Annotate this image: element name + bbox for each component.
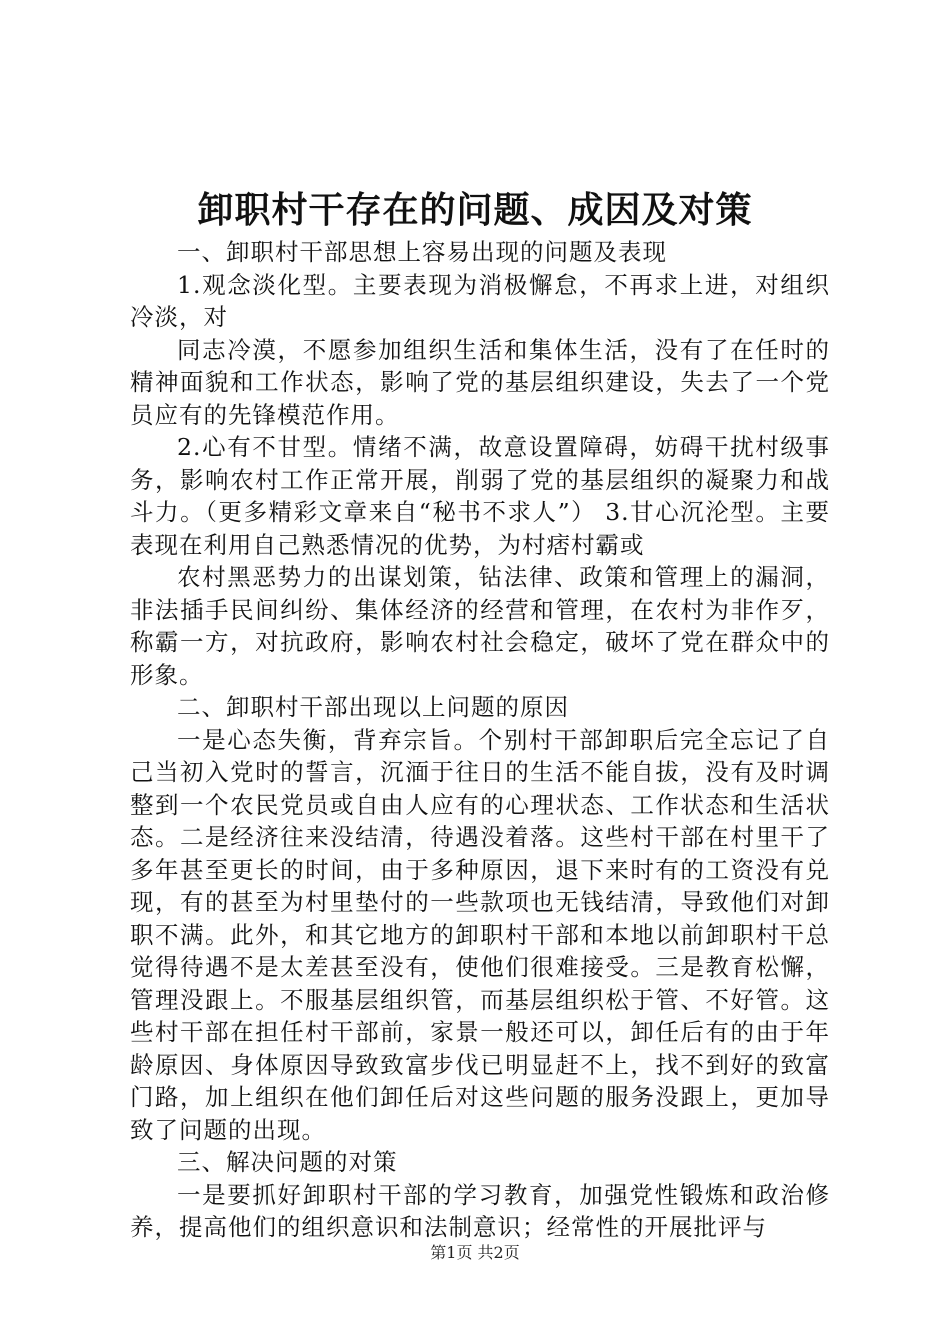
section-heading-3: 三、解决问题的对策 xyxy=(177,1148,398,1176)
paragraph: 农村黑恶势力的出谋划策，钻法律、政策和管理上的漏洞，非法插手民间纠纷、集体经济的经营和管理，在农村为非作歹，称霸一方，对抗政府，影响农村社会稳定，破坏了党在群众中的形象。 xyxy=(130,563,830,689)
page-footer: 第1页 共2页 xyxy=(430,1243,520,1262)
paragraph: 同志冷漠，不愿参加组织生活和集体生活，没有了在任时的精神面貌和工作状态，影响了党的基层组织建设，失去了一个党员应有的先锋模范作用。 xyxy=(130,335,830,429)
document-body xyxy=(130,236,830,1244)
document-title: 卸职村干存在的问题、成因及对策 xyxy=(197,189,753,231)
paragraph: 1.观念淡化型。主要表现为消极懈怠，不再求上进，对组织冷淡，对 xyxy=(130,270,830,331)
section-heading-1: 一、卸职村干部思想上容易出现的问题及表现 xyxy=(177,238,667,266)
paragraph: 一是要抓好卸职村干部的学习教育，加强党性锻炼和政治修养，提高他们的组织意识和法制意识；经常性的开展批评与 xyxy=(130,1180,830,1241)
section-heading-2: 二、卸职村干部出现以上问题的原因 xyxy=(177,693,569,721)
paragraph: 一是心态失衡，背弃宗旨。个别村干部卸职后完全忘记了自己当初入党时的誓言，沉湎于往日的生活不能自拔，没有及时调整到一个农民党员或自由人应有的心理状态、工作状态和生活状态。二是经济往来没结清，待遇没着落。这些村干部在村里干了多年甚至更长的时间，由于多种原因，退下来时有的工资没有兑现，有的甚至为村里垫付的一些款项也无钱结清，导致他们对卸职不满。此外，和其它地方的卸职村干部和本地以前卸职村干总觉得待遇不是太差甚至没有，使他们很难接受。三是教育松懈，管理没跟上。不服基层组织管，而基层组织松于管、不好管。这些村干部在担任村干部前，家景一般还可以，卸任后有的由于年龄原因、身体原因导致致富步伐已明显赶不上，找不到好的致富门路，加上组织在他们卸任后对这些问题的服务没跟上，更加导致了问题的出现。 xyxy=(130,725,830,1144)
paragraph: 2.心有不甘型。情绪不满，故意设置障碍，妨碍干扰村级事务，影响农村工作正常开展，削弱了党的基层组织的凝聚力和战斗力。（更多精彩文章来自“秘书不求人”） 3.甘心沉沦型。主要表现在利用自己熟悉情况的优势，为村痞村霸或 xyxy=(130,433,830,559)
